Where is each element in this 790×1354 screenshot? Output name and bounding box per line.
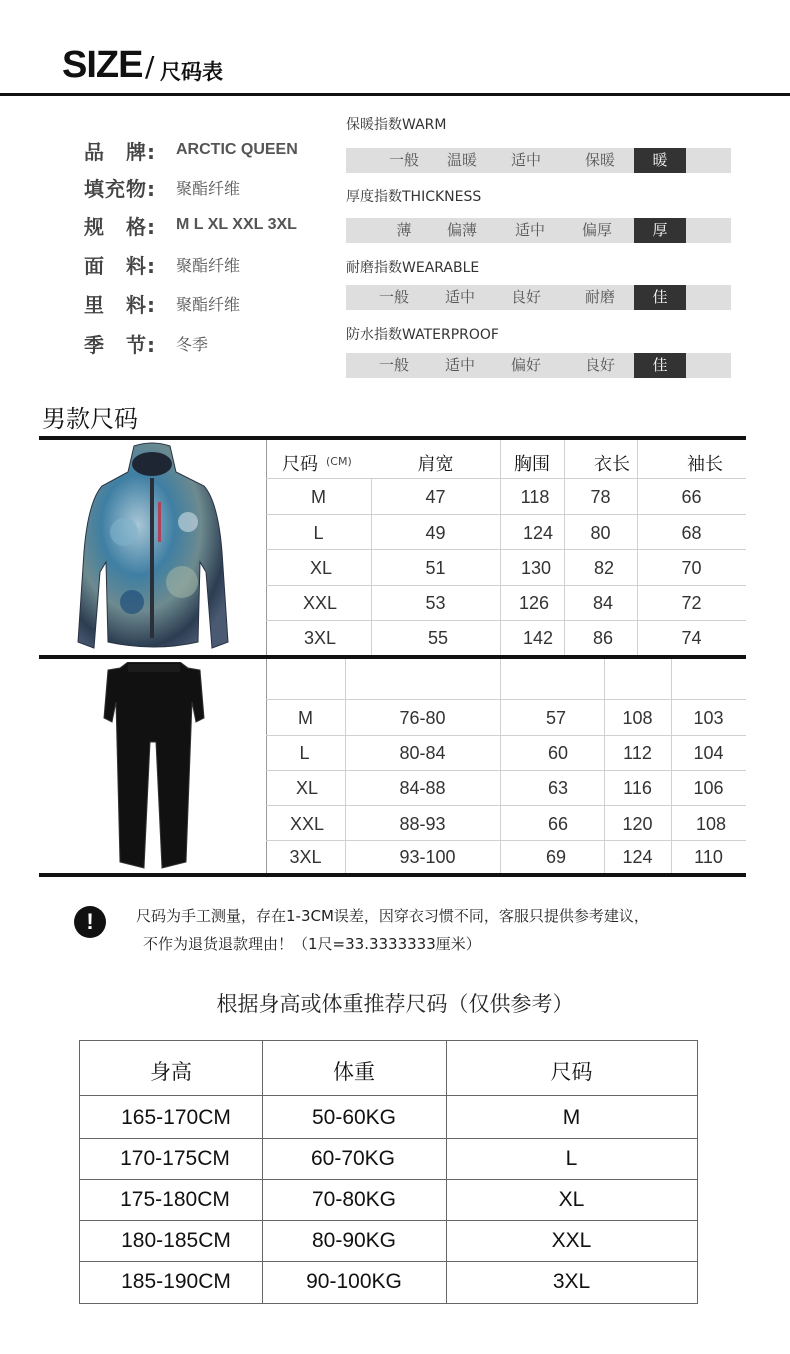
- length-cell: 82: [593, 558, 615, 578]
- size-cell: XXL: [302, 593, 338, 613]
- row-divider: [266, 549, 746, 550]
- col-divider: [266, 440, 267, 655]
- height-cell: 170-175CM: [120, 1147, 230, 1170]
- index-option: 适中: [444, 356, 475, 374]
- warning-icon: !: [74, 906, 106, 938]
- measure-cell: 116: [623, 778, 652, 798]
- sleeve-cell: 70: [681, 558, 702, 578]
- recommend-title: 根据身高或体重推荐尺码（仅供参考）: [216, 992, 574, 1016]
- header-weight: 体重: [333, 1060, 375, 1084]
- height-cell: 175-180CM: [120, 1188, 230, 1211]
- info-label: 填充物:: [84, 176, 156, 201]
- index-option-active: 佳: [634, 285, 686, 310]
- header-length: 衣长: [594, 454, 630, 475]
- measure-cell: 104: [693, 743, 724, 763]
- size-cell: XL: [295, 778, 319, 798]
- index-option: 良好: [584, 356, 615, 374]
- index-title: 防水指数WATERPROOF: [346, 327, 499, 343]
- info-value: 聚酯纤维: [176, 255, 241, 275]
- info-row-filling: [84, 172, 240, 202]
- info-value: 冬季: [176, 334, 209, 354]
- row-divider: [266, 735, 746, 736]
- row-divider: [80, 1095, 697, 1096]
- length-cell: 80: [590, 523, 611, 543]
- pants-image: [98, 662, 210, 872]
- measure-cell: 103: [693, 708, 724, 728]
- size-cell: 3XL: [552, 1270, 591, 1293]
- index-option: 适中: [444, 288, 475, 306]
- header-divider: [0, 93, 790, 96]
- weight-cell: 70-80KG: [311, 1188, 397, 1211]
- measure-cell: 106: [693, 778, 724, 798]
- info-row-spec: [84, 210, 297, 240]
- table-bottom-border: [39, 873, 746, 877]
- shoulder-cell: 53: [425, 593, 446, 613]
- sleeve-cell: 74: [681, 628, 702, 648]
- index-option: 一般: [378, 356, 409, 374]
- size-cell: L: [565, 1147, 578, 1170]
- info-label: 面 料:: [84, 253, 156, 278]
- size-cell: XXL: [289, 814, 325, 834]
- waist-cell: 93-100: [399, 847, 456, 867]
- row-divider: [266, 620, 746, 621]
- header-size: 尺码: [282, 454, 318, 475]
- header-size-label: SIZE: [62, 44, 143, 86]
- row-divider: [80, 1138, 697, 1139]
- row-divider: [266, 770, 746, 771]
- measure-cell: 57: [545, 708, 567, 728]
- measure-cell: 124: [622, 847, 653, 867]
- size-cell: XL: [558, 1188, 585, 1211]
- index-option: 一般: [388, 151, 419, 169]
- info-value: M L XL XXL 3XL: [176, 216, 297, 233]
- height-cell: 165-170CM: [121, 1106, 231, 1129]
- row-divider: [266, 840, 746, 841]
- measure-cell: 60: [547, 743, 569, 763]
- index-bar: [346, 218, 731, 243]
- index-option: 偏薄: [446, 221, 477, 239]
- measure-cell: 120: [622, 814, 653, 834]
- size-cell: M: [298, 708, 313, 728]
- row-divider: [80, 1261, 697, 1262]
- table-top-border: [39, 436, 746, 440]
- row-divider: [80, 1179, 697, 1180]
- info-label: 里 料:: [84, 292, 156, 317]
- index-option: 耐磨: [584, 288, 615, 306]
- waist-cell: 80-84: [399, 743, 446, 763]
- size-cell: 3XL: [289, 847, 322, 867]
- info-value: ARCTIC QUEEN: [176, 141, 298, 158]
- index-option: 保暖: [584, 151, 615, 169]
- section-title: 男款尺码: [42, 405, 138, 433]
- shoulder-cell: 47: [425, 487, 446, 507]
- index-option: 适中: [514, 221, 545, 239]
- index-option: 良好: [510, 288, 541, 306]
- index-option: 适中: [510, 151, 541, 169]
- chest-cell: 126: [518, 593, 550, 613]
- sleeve-cell: 72: [681, 593, 702, 613]
- index-option: 薄: [396, 221, 412, 239]
- header-chest: 胸围: [514, 454, 550, 475]
- measure-cell: 110: [694, 847, 723, 867]
- warning-text: 不作为退货退款理由！（1尺=33.3333333厘米）: [143, 935, 481, 953]
- size-cell: M: [311, 487, 326, 507]
- index-bar: [346, 148, 731, 173]
- row-divider: [266, 514, 746, 515]
- height-cell: 185-190CM: [121, 1270, 231, 1293]
- measure-cell: 63: [547, 778, 569, 798]
- size-cell: XL: [309, 558, 333, 578]
- index-option-active: 佳: [634, 353, 686, 378]
- measure-cell: 108: [622, 708, 653, 728]
- info-value: 聚酯纤维: [176, 178, 241, 198]
- height-cell: 180-185CM: [121, 1229, 231, 1252]
- weight-cell: 50-60KG: [311, 1106, 397, 1129]
- info-label: 规 格:: [84, 214, 156, 239]
- measure-cell: 69: [545, 847, 567, 867]
- size-cell: 3XL: [303, 628, 337, 648]
- sleeve-cell: 66: [681, 487, 702, 507]
- length-cell: 78: [590, 487, 611, 507]
- info-row-season: [84, 328, 208, 358]
- waist-cell: 88-93: [399, 814, 446, 834]
- index-option-active: 暖: [634, 148, 686, 173]
- info-label: 季 节:: [84, 332, 156, 357]
- index-option: 一般: [378, 288, 409, 306]
- index-title: 耐磨指数WEARABLE: [346, 260, 480, 276]
- index-option-active: 厚: [634, 218, 686, 243]
- chest-cell: 130: [520, 558, 552, 578]
- jacket-image: [72, 442, 232, 654]
- size-cell: M: [562, 1106, 581, 1129]
- shoulder-cell: 49: [425, 523, 446, 543]
- info-row-lining: [84, 288, 240, 318]
- row-divider: [266, 699, 746, 700]
- recommend-table: [79, 1040, 698, 1304]
- measure-cell: 112: [623, 743, 652, 763]
- header-sleeve: 袖长: [687, 454, 723, 475]
- sleeve-cell: 68: [681, 523, 702, 543]
- table-mid-border: [39, 655, 746, 659]
- shoulder-cell: 55: [427, 628, 449, 648]
- index-option: 温暖: [446, 151, 477, 169]
- chest-cell: 124: [522, 523, 554, 543]
- waist-cell: 84-88: [399, 778, 446, 798]
- weight-cell: 90-100KG: [306, 1270, 402, 1293]
- chest-cell: 118: [520, 487, 550, 507]
- waist-cell: 76-80: [399, 708, 446, 728]
- header-height: 身高: [150, 1060, 192, 1084]
- header-size: 尺码: [550, 1060, 593, 1084]
- size-cell: L: [313, 523, 324, 543]
- row-divider: [266, 478, 746, 479]
- index-title: 保暖指数WARM: [346, 117, 447, 133]
- header-shoulder: 肩宽: [417, 454, 454, 475]
- row-divider: [266, 585, 746, 586]
- header-unit: (CM): [326, 455, 352, 468]
- header-slash: /: [145, 50, 155, 83]
- info-label: 品 牌:: [84, 139, 156, 164]
- size-cell: L: [299, 743, 310, 763]
- weight-cell: 60-70KG: [310, 1147, 396, 1170]
- weight-cell: 80-90KG: [311, 1229, 397, 1252]
- measure-cell: 108: [695, 814, 727, 834]
- row-divider: [266, 805, 746, 806]
- index-title: 厚度指数THICKNESS: [346, 189, 482, 205]
- row-divider: [80, 1220, 697, 1221]
- page-title: 尺码表: [160, 60, 223, 84]
- shoulder-cell: 51: [425, 558, 446, 578]
- info-value: 聚酯纤维: [176, 294, 241, 314]
- size-cell: XXL: [551, 1229, 592, 1252]
- index-bar: [346, 353, 731, 378]
- chest-cell: 142: [522, 628, 554, 648]
- measure-cell: 66: [547, 814, 569, 834]
- warning-text: 尺码为手工测量，存在1-3CM误差，因穿衣习惯不同，客服只提供参考建议，: [136, 907, 649, 925]
- col-divider: [564, 440, 565, 655]
- index-option: 偏厚: [581, 221, 612, 239]
- index-bar: [346, 285, 731, 310]
- length-cell: 86: [592, 628, 614, 648]
- length-cell: 84: [592, 593, 614, 613]
- info-row-fabric: [84, 249, 240, 279]
- index-option: 偏好: [510, 356, 541, 374]
- info-row-brand: [84, 135, 298, 165]
